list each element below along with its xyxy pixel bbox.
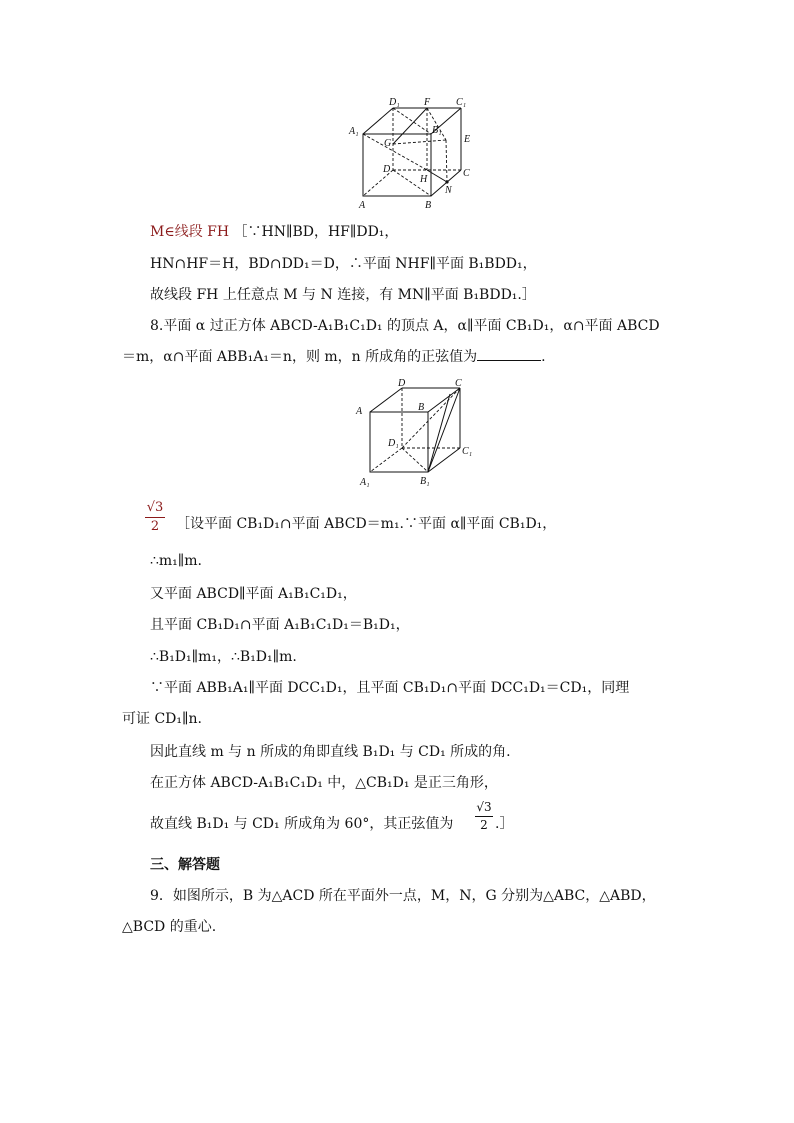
q8-line2 — [122, 347, 546, 367]
answer-blank — [477, 348, 541, 361]
label-h: H — [420, 174, 428, 185]
p7-answer: M∈线段 FH — [150, 224, 230, 240]
label-n: N — [445, 185, 452, 196]
a8-line5: ∴B₁D₁∥m₁，∴B₁D₁∥m. — [150, 649, 297, 665]
q8-line2-end: . — [541, 349, 546, 365]
label-d: D — [383, 164, 391, 175]
p7-line3: 故线段 FH 上任意点 M 与 N 连接，有 MN∥平面 B₁BDD₁.］ — [150, 287, 536, 303]
label-c1: C₁ — [456, 97, 467, 108]
label2-d: D — [398, 378, 406, 389]
a8-line4: 且平面 CB₁D₁∩平面 A₁B₁C₁D₁＝B₁D₁， — [150, 617, 410, 633]
answer-fraction — [145, 500, 165, 535]
section-title: 三、解答题 — [150, 857, 220, 873]
label2-b1: B₁ — [420, 476, 430, 487]
label2-a1: A₁ — [360, 477, 370, 488]
a8-line8: 因此直线 m 与 n 所成的角即直线 B₁D₁ 与 CD₁ 所成的角. — [150, 744, 511, 760]
q9-line1: 9．如图所示，B 为△ACD 所在平面外一点，M，N，G 分别为△ABC，△ABD， — [150, 888, 656, 904]
label2-a: A — [356, 406, 363, 417]
a8-line10 — [150, 814, 453, 834]
label-a: A — [359, 200, 366, 211]
a8-line6: ∵平面 ABB₁A₁∥平面 DCC₁D₁，且平面 CB₁D₁∩平面 DCC₁D₁＝CD₁，同理 — [150, 680, 630, 696]
a8-line10-text: 故直线 B₁D₁ 与 CD₁ 所成角为 60°，其正弦值为 — [150, 816, 454, 832]
label-a1: A₁ — [349, 126, 359, 137]
label2-b: B — [418, 402, 425, 413]
a8-line1: ［设平面 CB₁D₁∩平面 ABCD＝m₁.∵平面 α∥平面 CB₁D₁， — [176, 516, 557, 532]
q9-line2: △BCD 的重心. — [122, 919, 217, 935]
inline-fraction-numerator: √3 — [476, 800, 492, 814]
inline-fraction-denominator: 2 — [480, 818, 488, 832]
p7-line1 — [150, 222, 398, 242]
figure-cube-1 — [345, 96, 475, 212]
p7-reason: ［∵HN∥BD，HF∥DD₁， — [233, 224, 399, 240]
p7-line2: HN∩HF＝H，BD∩DD₁＝D，∴平面 NHF∥平面 B₁BDD₁， — [150, 256, 537, 272]
label-f: F — [424, 97, 431, 108]
a8-line9: 在正方体 ABCD-A₁B₁C₁D₁ 中，△CB₁D₁ 是正三角形， — [150, 775, 498, 791]
q8-line2-text: ＝m，α∩平面 ABB₁A₁＝n，则 m，n 所成角的正弦值为 — [122, 349, 478, 365]
label-c: C — [463, 168, 470, 179]
a8-line2: ∴m₁∥m. — [150, 553, 202, 569]
label2-c1: C₁ — [462, 446, 473, 457]
fraction-denominator: 2 — [150, 519, 160, 534]
a8-line10-end: .］ — [495, 816, 514, 832]
a8-line3: 又平面 ABCD∥平面 A₁B₁C₁D₁， — [150, 586, 357, 602]
label-g: G — [384, 138, 392, 149]
inline-fraction — [475, 800, 493, 833]
label-b: B — [425, 200, 432, 211]
label2-d1: D₁ — [388, 438, 399, 449]
label-e: E — [464, 134, 471, 145]
label2-c: C — [455, 378, 462, 389]
fraction-numerator: √3 — [146, 500, 164, 515]
q8-line1: 8.平面 α 过正方体 ABCD-A₁B₁C₁D₁ 的顶点 A，α∥平面 CB₁D₁，α∩平面 ABCD — [150, 318, 660, 334]
figure-cube-2 — [352, 378, 476, 490]
label-d1: D₁ — [389, 97, 400, 108]
label-b1: B₁ — [432, 125, 442, 136]
a8-line7: 可证 CD₁∥n. — [122, 711, 202, 727]
